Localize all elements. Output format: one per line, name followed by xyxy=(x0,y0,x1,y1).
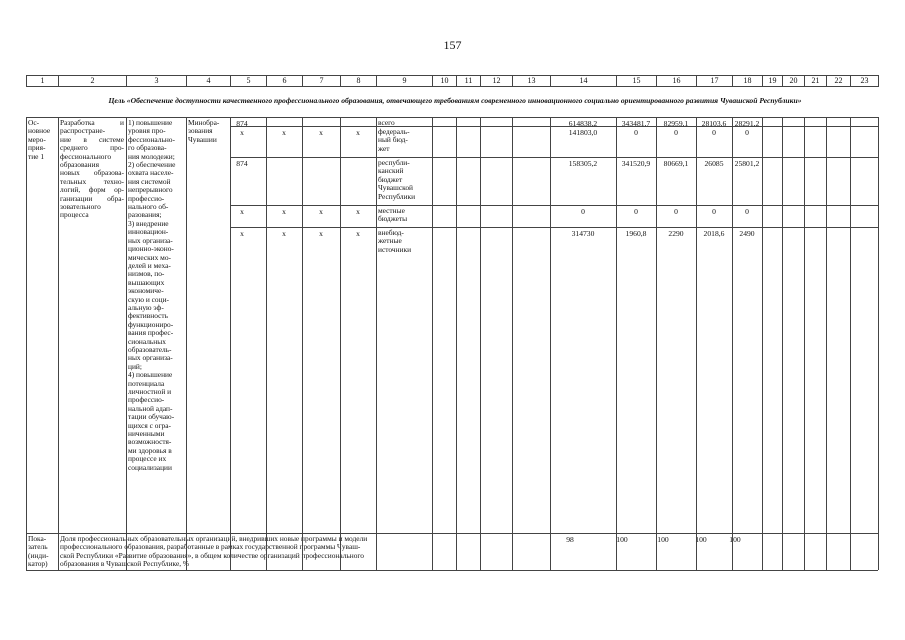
row-line xyxy=(230,227,878,228)
column-line xyxy=(850,117,851,570)
header-col-8: 8 xyxy=(341,76,377,87)
code-col8-cell: x xyxy=(356,229,360,238)
value-2014: 614838,2 xyxy=(568,119,598,128)
value-2014: 0 xyxy=(581,207,585,216)
column-line xyxy=(26,117,27,570)
column-line xyxy=(878,117,879,570)
code-col6-cell: x xyxy=(282,128,286,137)
funding-source-cell: всего xyxy=(378,118,395,127)
column-line xyxy=(266,117,267,570)
executor-cell: Минобра- зования Чувашии xyxy=(188,118,220,144)
value-2017: 2018,6 xyxy=(703,229,725,238)
budget-code-cell: x xyxy=(240,229,244,238)
header-col-16: 16 xyxy=(657,76,697,87)
header-col-9: 9 xyxy=(377,76,433,87)
header-col-22: 22 xyxy=(827,76,851,87)
row-line xyxy=(26,117,878,118)
row-line xyxy=(26,570,878,571)
value-2017: 28103,6 xyxy=(701,119,727,128)
header-col-3: 3 xyxy=(127,76,187,87)
value-2018: 25801,2 xyxy=(734,159,760,168)
value-2018: 28291,2 xyxy=(734,119,760,128)
column-line xyxy=(512,117,513,570)
value-2015: 0 xyxy=(634,128,638,137)
indicator-value-2014: 98 xyxy=(566,535,574,544)
row-line xyxy=(230,205,878,206)
indicator-value-2018: 100 xyxy=(729,535,741,544)
value-2018: 0 xyxy=(745,207,749,216)
column-line xyxy=(762,117,763,570)
code-col7-cell: x xyxy=(319,207,323,216)
value-2016: 82959,1 xyxy=(663,119,689,128)
column-line xyxy=(340,117,341,570)
row-line xyxy=(230,157,878,158)
column-line xyxy=(456,117,457,570)
value-2014: 314730 xyxy=(571,229,595,238)
value-2015: 1960,8 xyxy=(625,229,647,238)
column-number-header xyxy=(26,75,879,87)
funding-source-cell: федераль- ный бюд- жет xyxy=(378,127,410,153)
value-2016: 80669,1 xyxy=(663,159,689,168)
header-col-15: 15 xyxy=(617,76,657,87)
indicator-value-2016: 100 xyxy=(657,535,669,544)
header-col-21: 21 xyxy=(805,76,827,87)
header-col-5: 5 xyxy=(231,76,267,87)
column-line xyxy=(480,117,481,570)
header-col-11: 11 xyxy=(457,76,481,87)
header-col-18: 18 xyxy=(733,76,763,87)
header-col-10: 10 xyxy=(433,76,457,87)
column-line xyxy=(616,117,617,570)
code-col6-cell: x xyxy=(282,229,286,238)
value-2017: 26085 xyxy=(704,159,724,168)
budget-code-cell: 874 xyxy=(236,159,248,168)
column-line xyxy=(550,117,551,570)
column-line xyxy=(230,117,231,570)
column-line xyxy=(656,117,657,570)
funding-source-cell: местные бюджеты xyxy=(378,206,408,224)
value-2015: 341520,9 xyxy=(621,159,651,168)
header-col-2: 2 xyxy=(59,76,127,87)
value-2018: 0 xyxy=(745,128,749,137)
page-number: 157 xyxy=(443,38,462,52)
event-type-cell: Ос- новное меро- прия- тие 1 xyxy=(28,118,51,161)
column-line xyxy=(826,117,827,570)
code-col7-cell: x xyxy=(319,128,323,137)
header-col-12: 12 xyxy=(481,76,513,87)
value-2016: 0 xyxy=(674,207,678,216)
code-col8-cell: x xyxy=(356,207,360,216)
funding-source-cell: внебюд- жетные источники xyxy=(378,228,412,254)
column-line xyxy=(302,117,303,570)
header-col-19: 19 xyxy=(763,76,783,87)
indicator-value-2015: 100 xyxy=(616,535,628,544)
header-col-20: 20 xyxy=(783,76,805,87)
header-col-13: 13 xyxy=(513,76,551,87)
event-name-cell: Разработка и распростране- ние в системе среднего про- фессионального образования новых образова- тельных техно- логий, форм ор- ганизации обра- зовательного процесса xyxy=(60,118,124,220)
code-col6-cell: x xyxy=(282,207,286,216)
column-line xyxy=(58,117,59,570)
row-line xyxy=(26,533,878,534)
value-2016: 0 xyxy=(674,128,678,137)
value-2014: 141803,0 xyxy=(568,128,598,137)
code-col8-cell: x xyxy=(356,128,360,137)
code-col7-cell: x xyxy=(319,229,323,238)
column-line xyxy=(782,117,783,570)
indicator-text-cell: Доля профессиональных образовательных организаций, внедривших новые программы и модели профессионального образования, разработанные в рамках государственной программы Чуваш- ской Республики «Развитие образования», в общем количестве организаций профессионального образования в Чувашской Республике, % xyxy=(60,534,368,569)
value-2015: 0 xyxy=(634,207,638,216)
main-table xyxy=(26,117,884,570)
row-line xyxy=(230,126,878,127)
column-line xyxy=(376,117,377,570)
funding-source-cell: республи- канский бюджет Чувашской Республики xyxy=(378,158,416,201)
header-col-23: 23 xyxy=(851,76,879,87)
budget-code-cell: 874 xyxy=(236,119,248,128)
header-col-1: 1 xyxy=(27,76,59,87)
header-col-17: 17 xyxy=(697,76,733,87)
budget-code-cell: x xyxy=(240,207,244,216)
column-line xyxy=(696,117,697,570)
budget-code-cell: x xyxy=(240,128,244,137)
column-line xyxy=(432,117,433,570)
value-2014: 158305,2 xyxy=(568,159,598,168)
header-col-4: 4 xyxy=(187,76,231,87)
header-col-14: 14 xyxy=(551,76,617,87)
value-2016: 2290 xyxy=(668,229,684,238)
column-line xyxy=(126,117,127,570)
value-2018: 2490 xyxy=(739,229,755,238)
column-line xyxy=(804,117,805,570)
header-col-7: 7 xyxy=(303,76,341,87)
header-col-6: 6 xyxy=(267,76,303,87)
column-line xyxy=(732,117,733,570)
goal-heading: Цель «Обеспечение доступности качественного профессионального образования, отвечающего требованиям современного инновационного социально ориентированного развития Чувашской Республики» xyxy=(108,96,802,105)
indicator-value-2017: 100 xyxy=(695,535,707,544)
event-tasks-cell: 1) повышение уровня про- фессионально- го образова- ния молодежи; 2) обеспечение охвата населе- ния системой непрерывного профессио- нального об- разования; 3) внедрение инновацион- ных организа- ционно-эконо- мических мо- делей и меха- низмов, по- вышающих экономиче- скую и соци- альную эф- фективность функциониро- вания профес- сиональных образователь- ных организа- ций; 4) повышение потенциала личностной и профессио- нальной адап- тации обучаю- щихся с огра- ниченными возможностя- ми здоровья в процессе их социализации xyxy=(128,118,176,472)
value-2015: 343481,7 xyxy=(621,119,651,128)
indicator-label-cell: Пока- затель (инди- катор) xyxy=(28,534,49,569)
value-2017: 0 xyxy=(712,128,716,137)
value-2017: 0 xyxy=(712,207,716,216)
column-line xyxy=(186,117,187,570)
